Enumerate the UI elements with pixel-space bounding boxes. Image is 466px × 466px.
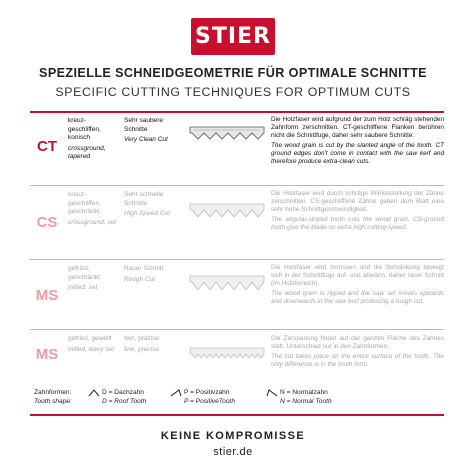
geometry-cell: gefräst, geschränkt milled, set [68, 265, 100, 291]
tooth-shape-d: D = Dachzahn D = Roof Tooth [102, 389, 147, 405]
blade-ms-wavy-icon [188, 342, 266, 368]
blade-ct-icon [188, 121, 266, 147]
normal-tooth-icon [266, 389, 278, 397]
blade-cs-icon [188, 198, 266, 224]
blade-ms-set-icon [188, 270, 266, 296]
description-cell: Die Holzfaser wird durch schräge Winkelstellung der Zähne zerschnitten. CS-geschliffene Zähne geben dem Blatt eine sehr hohe Schnittgeschwindigkeit. The angular-sloped tooth cuts the wood grain. CS-ground tooth give the blade on extra high cutting-speed. [271, 190, 444, 232]
cut-quality-cell: fein, präzise fine, precise [124, 335, 160, 353]
description-cell: Die Holzfaser wird aufgrund der zum Holz schräg stehenden Zahnform zerschnitten. CT-geschliffene Flanken berühren nicht die Schnittfuge, daher sehr saubere Schnitte. The wood grain is cut by the slanted angle of the tooth. CT ground edges don't come in contact with the saw kerf and therefore produce extra-clean cuts. [271, 116, 444, 166]
divider [30, 414, 444, 416]
table-row-ms-set [30, 259, 444, 329]
table-row-cs [30, 185, 444, 259]
cut-quality-cell: Sehr schnelle Schnitte High Speed Cut [124, 191, 170, 217]
tooth-shape-legend [30, 388, 444, 410]
table-row-ct [30, 111, 444, 185]
stier-logo: STIER [191, 18, 275, 55]
website-link[interactable]: stier.de [213, 446, 253, 458]
table-row-ms-wavy [30, 329, 444, 384]
page-title-de: SPEZIELLE SCHNEIDGEOMETRIE FÜR OPTIMALE SCHNITTE [39, 66, 427, 80]
cut-quality-cell: Sehr saubere Schnitte Very Clean Cut [124, 117, 168, 143]
tooth-code: CT [37, 138, 57, 155]
geometry-cell: kreuz-geschliffen, geschränkt crossground, set [68, 191, 117, 226]
tooth-shape-label: Zahnformen: Tooth shape: [34, 389, 72, 405]
tooth-shape-n: N = Normalzahn N = Normal Tooth [280, 389, 332, 405]
positive-tooth-icon [170, 389, 182, 397]
description-cell: Die Holzfaser wird zerrissen und die Schränkung bewegt sich in der Schnittfuge auf- und abwärts, daher rauer Schnitt (im Holzbereich). The wood grain is ripped and the saw set moves upwards and downwards in the saw kerf producing a rough cut. [271, 264, 444, 306]
tooth-code: CS [36, 214, 58, 231]
cut-quality-cell: Rauer Schnitt Rough Cut [124, 265, 164, 283]
description-cell: Die Zerspanung findet auf der ganzen Fläche des Zahnes statt. Unterschied nur in den Zahnformen. The cut takes place on the entire surface of the tooth. The only difference is in the tooth form. [271, 335, 444, 369]
slogan: KEINE KOMPROMISSE [160, 430, 306, 442]
roof-tooth-icon [88, 389, 100, 397]
tooth-code: MS [35, 287, 59, 304]
geometry-cell: kreuz-geschliffen, konisch crossground, tapered [68, 117, 106, 160]
tooth-shape-p: P = Positivzahn P = PositiveTooth [184, 389, 236, 405]
page-title-en: SPECIFIC CUTTING TECHNIQUES FOR OPTIMUM CUTS [55, 85, 411, 99]
tooth-code: MS [35, 346, 59, 363]
geometry-cell: gefräst, gewellt milled, wavy set [68, 335, 114, 353]
